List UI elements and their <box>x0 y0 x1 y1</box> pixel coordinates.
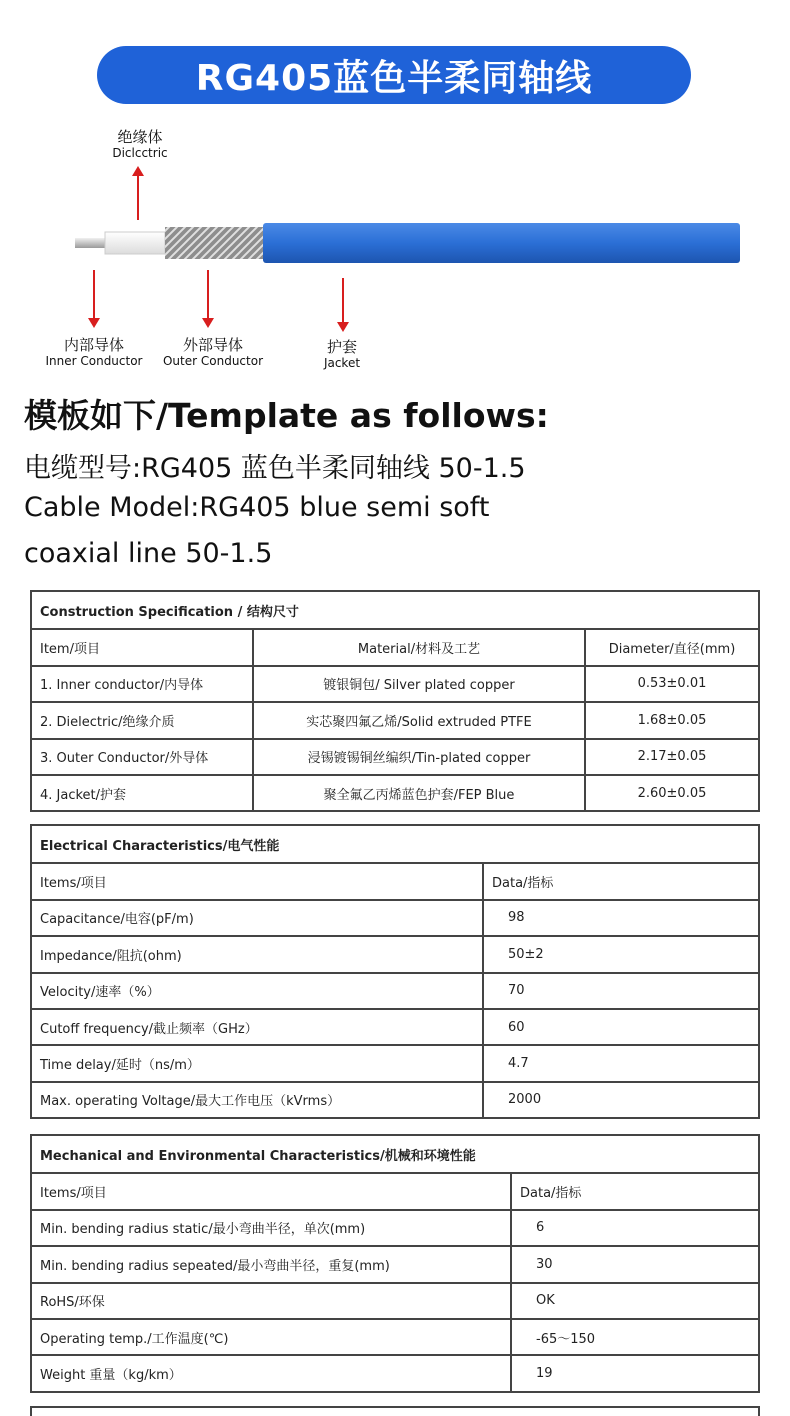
table-row <box>32 899 758 935</box>
row-value: 2000 <box>482 1083 758 1117</box>
template-heading: 模板如下/Template as follows: <box>24 396 549 435</box>
row-diameter: 0.53±0.01 <box>584 667 758 701</box>
jacket-arrow-line <box>342 278 344 324</box>
row-item: 3. Outer Conductor/外导体 <box>40 751 209 767</box>
table-title-row <box>32 592 758 628</box>
table-row <box>32 1318 758 1354</box>
row-diameter: 1.68±0.05 <box>584 703 758 737</box>
table-row <box>32 774 758 810</box>
table-header-row <box>32 628 758 664</box>
table-row <box>32 665 758 701</box>
table-row <box>32 1282 758 1318</box>
table-row <box>32 1354 758 1390</box>
inner-conductor-shape <box>75 238 105 248</box>
outer-arrow-head <box>202 318 214 328</box>
row-item: Weight 重量（kg/km） <box>40 1368 182 1384</box>
row-value: 6 <box>510 1211 758 1245</box>
cable-model-en-line1: Cable Model:RG405 blue semi soft <box>24 492 490 523</box>
row-material: 聚全氟乙丙烯蓝色护套/FEP Blue <box>252 776 584 810</box>
table-header-row <box>32 1172 758 1208</box>
dielectric-label: 绝缘体 Diclcctric <box>112 128 168 160</box>
row-item: Time delay/延时（ns/m） <box>40 1058 200 1074</box>
title-banner <box>97 46 691 104</box>
table-header-row <box>32 862 758 898</box>
row-item: Min. bending radius static/最小弯曲半径，单次(mm) <box>40 1222 366 1238</box>
row-value: 60 <box>482 1010 758 1044</box>
electrical-title: Electrical Characteristics/电气性能 <box>40 838 280 854</box>
banner-title: RG405蓝色半柔同轴线 <box>195 57 593 99</box>
jacket-shape <box>263 223 740 263</box>
row-value: 19 <box>510 1356 758 1390</box>
outer-conductor-shape <box>165 227 263 259</box>
row-material: 镀银铜包/ Silver plated copper <box>252 667 584 701</box>
electrical-table <box>30 824 760 1119</box>
table-title-row <box>32 826 758 862</box>
outer-conductor-label: 外部导体 Outer Conductor <box>162 336 263 368</box>
jacket-arrow-head <box>337 322 349 332</box>
inner-conductor-label: 内部导体 Inner Conductor <box>45 336 143 368</box>
cable-model-en-line2: coaxial line 50-1.5 <box>24 538 273 569</box>
table-row <box>32 701 758 737</box>
table-row <box>32 1044 758 1080</box>
table-row <box>32 1008 758 1044</box>
construction-title: Construction Specification / 结构尺寸 <box>40 604 299 620</box>
header-material: Material/材料及工艺 <box>252 630 584 664</box>
header-data: Data/指标 <box>510 1174 758 1208</box>
cable-model-zh: 电缆型号:RG405 蓝色半柔同轴线 50-1.5 <box>24 453 526 484</box>
construction-table <box>30 590 760 812</box>
row-diameter: 2.60±0.05 <box>584 776 758 810</box>
cable-illustration <box>70 214 750 274</box>
row-value: 50±2 <box>482 937 758 971</box>
dielectric-shape <box>105 232 165 254</box>
row-value: 70 <box>482 974 758 1008</box>
table-row <box>32 935 758 971</box>
inner-arrow-line <box>93 270 95 320</box>
row-item: Capacitance/电容(pF/m) <box>40 912 194 928</box>
table-row <box>32 738 758 774</box>
header-diameter: Diameter/直径(mm) <box>584 630 758 664</box>
table-title-row <box>32 1136 758 1172</box>
row-item: Operating temp./工作温度(℃) <box>40 1331 229 1347</box>
table-row <box>32 1081 758 1117</box>
header-item: Item/项目 <box>40 642 100 658</box>
header-items: Items/项目 <box>40 1186 107 1202</box>
header-items: Items/项目 <box>40 876 107 892</box>
jacket-label: 护套 Jacket <box>323 338 361 370</box>
mechanical-title: Mechanical and Environmental Characteristics/机械和环境性能 <box>40 1148 476 1164</box>
row-item: 2. Dielectric/绝缘介质 <box>40 714 175 730</box>
inner-arrow-head <box>88 318 100 328</box>
row-item: Velocity/速率（%） <box>40 985 160 1001</box>
row-item: 1. Inner conductor/内导体 <box>40 678 204 694</box>
table-row <box>32 1245 758 1281</box>
header-data: Data/指标 <box>482 864 758 898</box>
row-value: 4.7 <box>482 1046 758 1080</box>
row-item: Cutoff frequency/截止频率（GHz） <box>40 1021 258 1037</box>
next-table-edge <box>30 1406 760 1416</box>
cable-diagram <box>0 110 790 390</box>
row-material: 实芯聚四氟乙烯/Solid extruded PTFE <box>252 703 584 737</box>
table-row <box>32 1209 758 1245</box>
outer-arrow-line <box>207 270 209 320</box>
row-value: -65～150 <box>510 1320 758 1354</box>
row-item: Max. operating Voltage/最大工作电压（kVrms） <box>40 1094 341 1110</box>
mechanical-table <box>30 1134 760 1393</box>
row-value: 30 <box>510 1247 758 1281</box>
row-item: RoHS/环保 <box>40 1295 105 1311</box>
row-item: Impedance/阻抗(ohm) <box>40 948 182 964</box>
table-row <box>32 972 758 1008</box>
row-item: 4. Jacket/护套 <box>40 787 127 803</box>
row-value: 98 <box>482 901 758 935</box>
row-value: OK <box>510 1284 758 1318</box>
row-diameter: 2.17±0.05 <box>584 740 758 774</box>
row-item: Min. bending radius sepeated/最小弯曲半径，重复(mm) <box>40 1258 390 1274</box>
row-material: 浸锡镀锡铜丝编织/Tin-plated copper <box>252 740 584 774</box>
